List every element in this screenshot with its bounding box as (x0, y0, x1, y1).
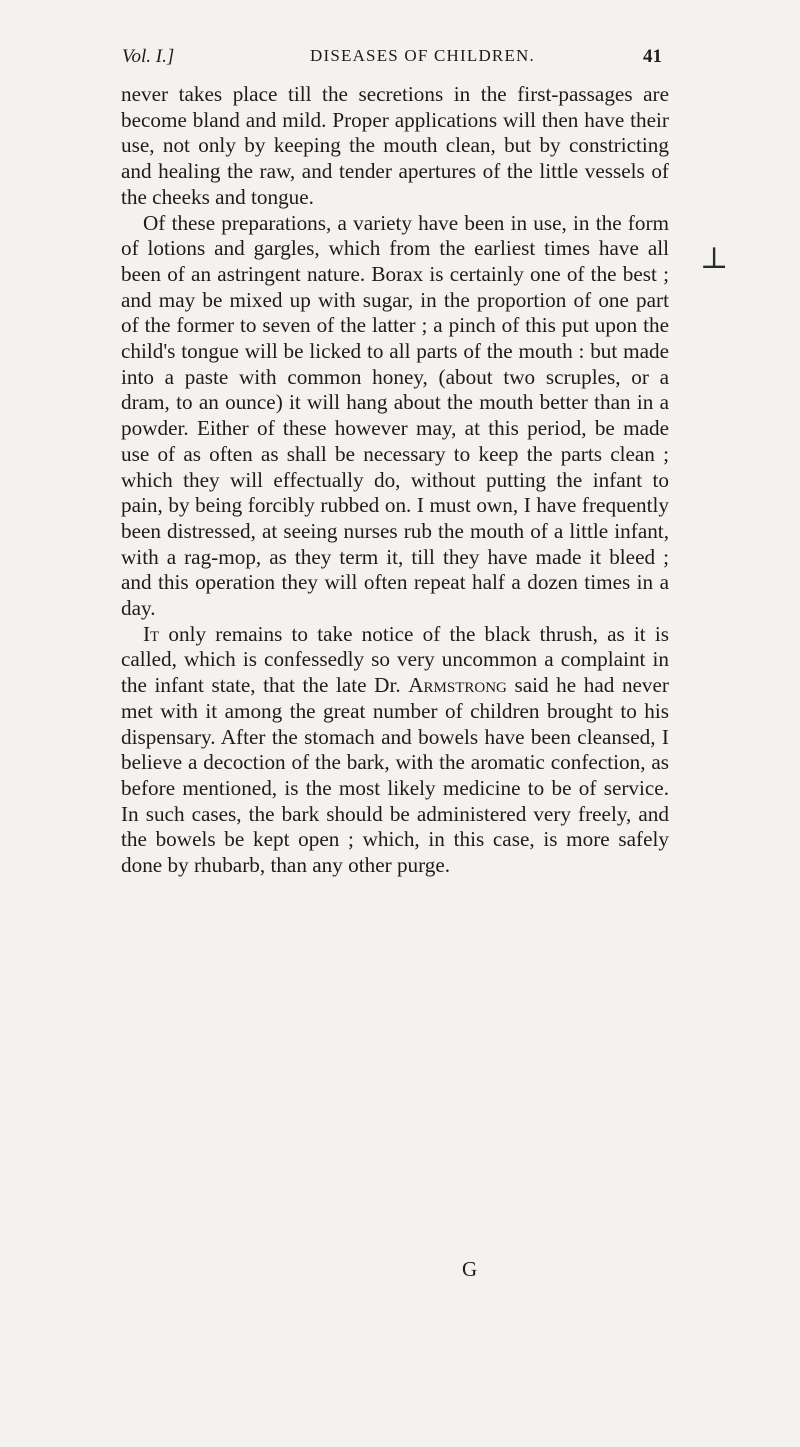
signature-mark: G (462, 1257, 478, 1281)
volume-label: Vol. I.] (122, 46, 175, 67)
paragraph-2: Of these preparations, a variety have been in use, in the form of lotions and gargles, which from the earliest times have all been of an astringent nature. Borax is certainly one of the best ; and may be mixed up with sugar, in the proportion of one part of the former to seven of the latter ; a pinch of this put upon the child's tongue will be licked to all parts of the mouth : but made into a paste with common honey, (about two scruples, or a dram, to an ounce) it will hang about the mouth better than in a powder. Either of these however may, at this period, be made use of as often as shall be necessary to keep the parts clean ; which they will effectually do, without putting the infant to pain, by being forcibly rubbed on. I must own, I have frequently been distressed, at seeing nurses rub the mouth of a little infant, with a rag-mop, as they term it, till they have made it bleed ; and this operation they will often repeat half a dozen times in a day. (121, 210, 669, 621)
paragraph-3-part-1: only remains to take notice of the black thrush, as it is called, which is confessedly so very uncommon a complaint in the infant state, that the late Dr. (121, 621, 669, 698)
running-title: DISEASES OF CHILDREN. (310, 46, 535, 65)
paragraph-3 (121, 622, 669, 879)
paragraph-3-part-2: said he had never met with it among the great number of children brought to his dispensary. After the stomach and bowels have been cleansed, I believe a decoction of the bark, with the aromatic confection, as before mentioned, is the most likely medicine to be of service. In such cases, the bark should be administered very freely, and the bowels be kept open ; which, in this case, is more safely done by rhubarb, than any other purge. (121, 673, 669, 878)
page-number: 41 (643, 46, 662, 67)
paragraph-1: never takes place till the secretions in the first-passages are become bland and mild. Proper applications will then have their use, not only by keeping the mouth clean, but by constricting and healing the raw, and tender apertures of the little vessels of the cheeks and tongue. (121, 82, 669, 209)
paragraph-lead: It (143, 621, 160, 646)
page-body (121, 82, 669, 879)
margin-annotation: ⊥ (700, 242, 729, 275)
person-name: Armstrong (408, 673, 507, 698)
running-header (122, 46, 662, 74)
